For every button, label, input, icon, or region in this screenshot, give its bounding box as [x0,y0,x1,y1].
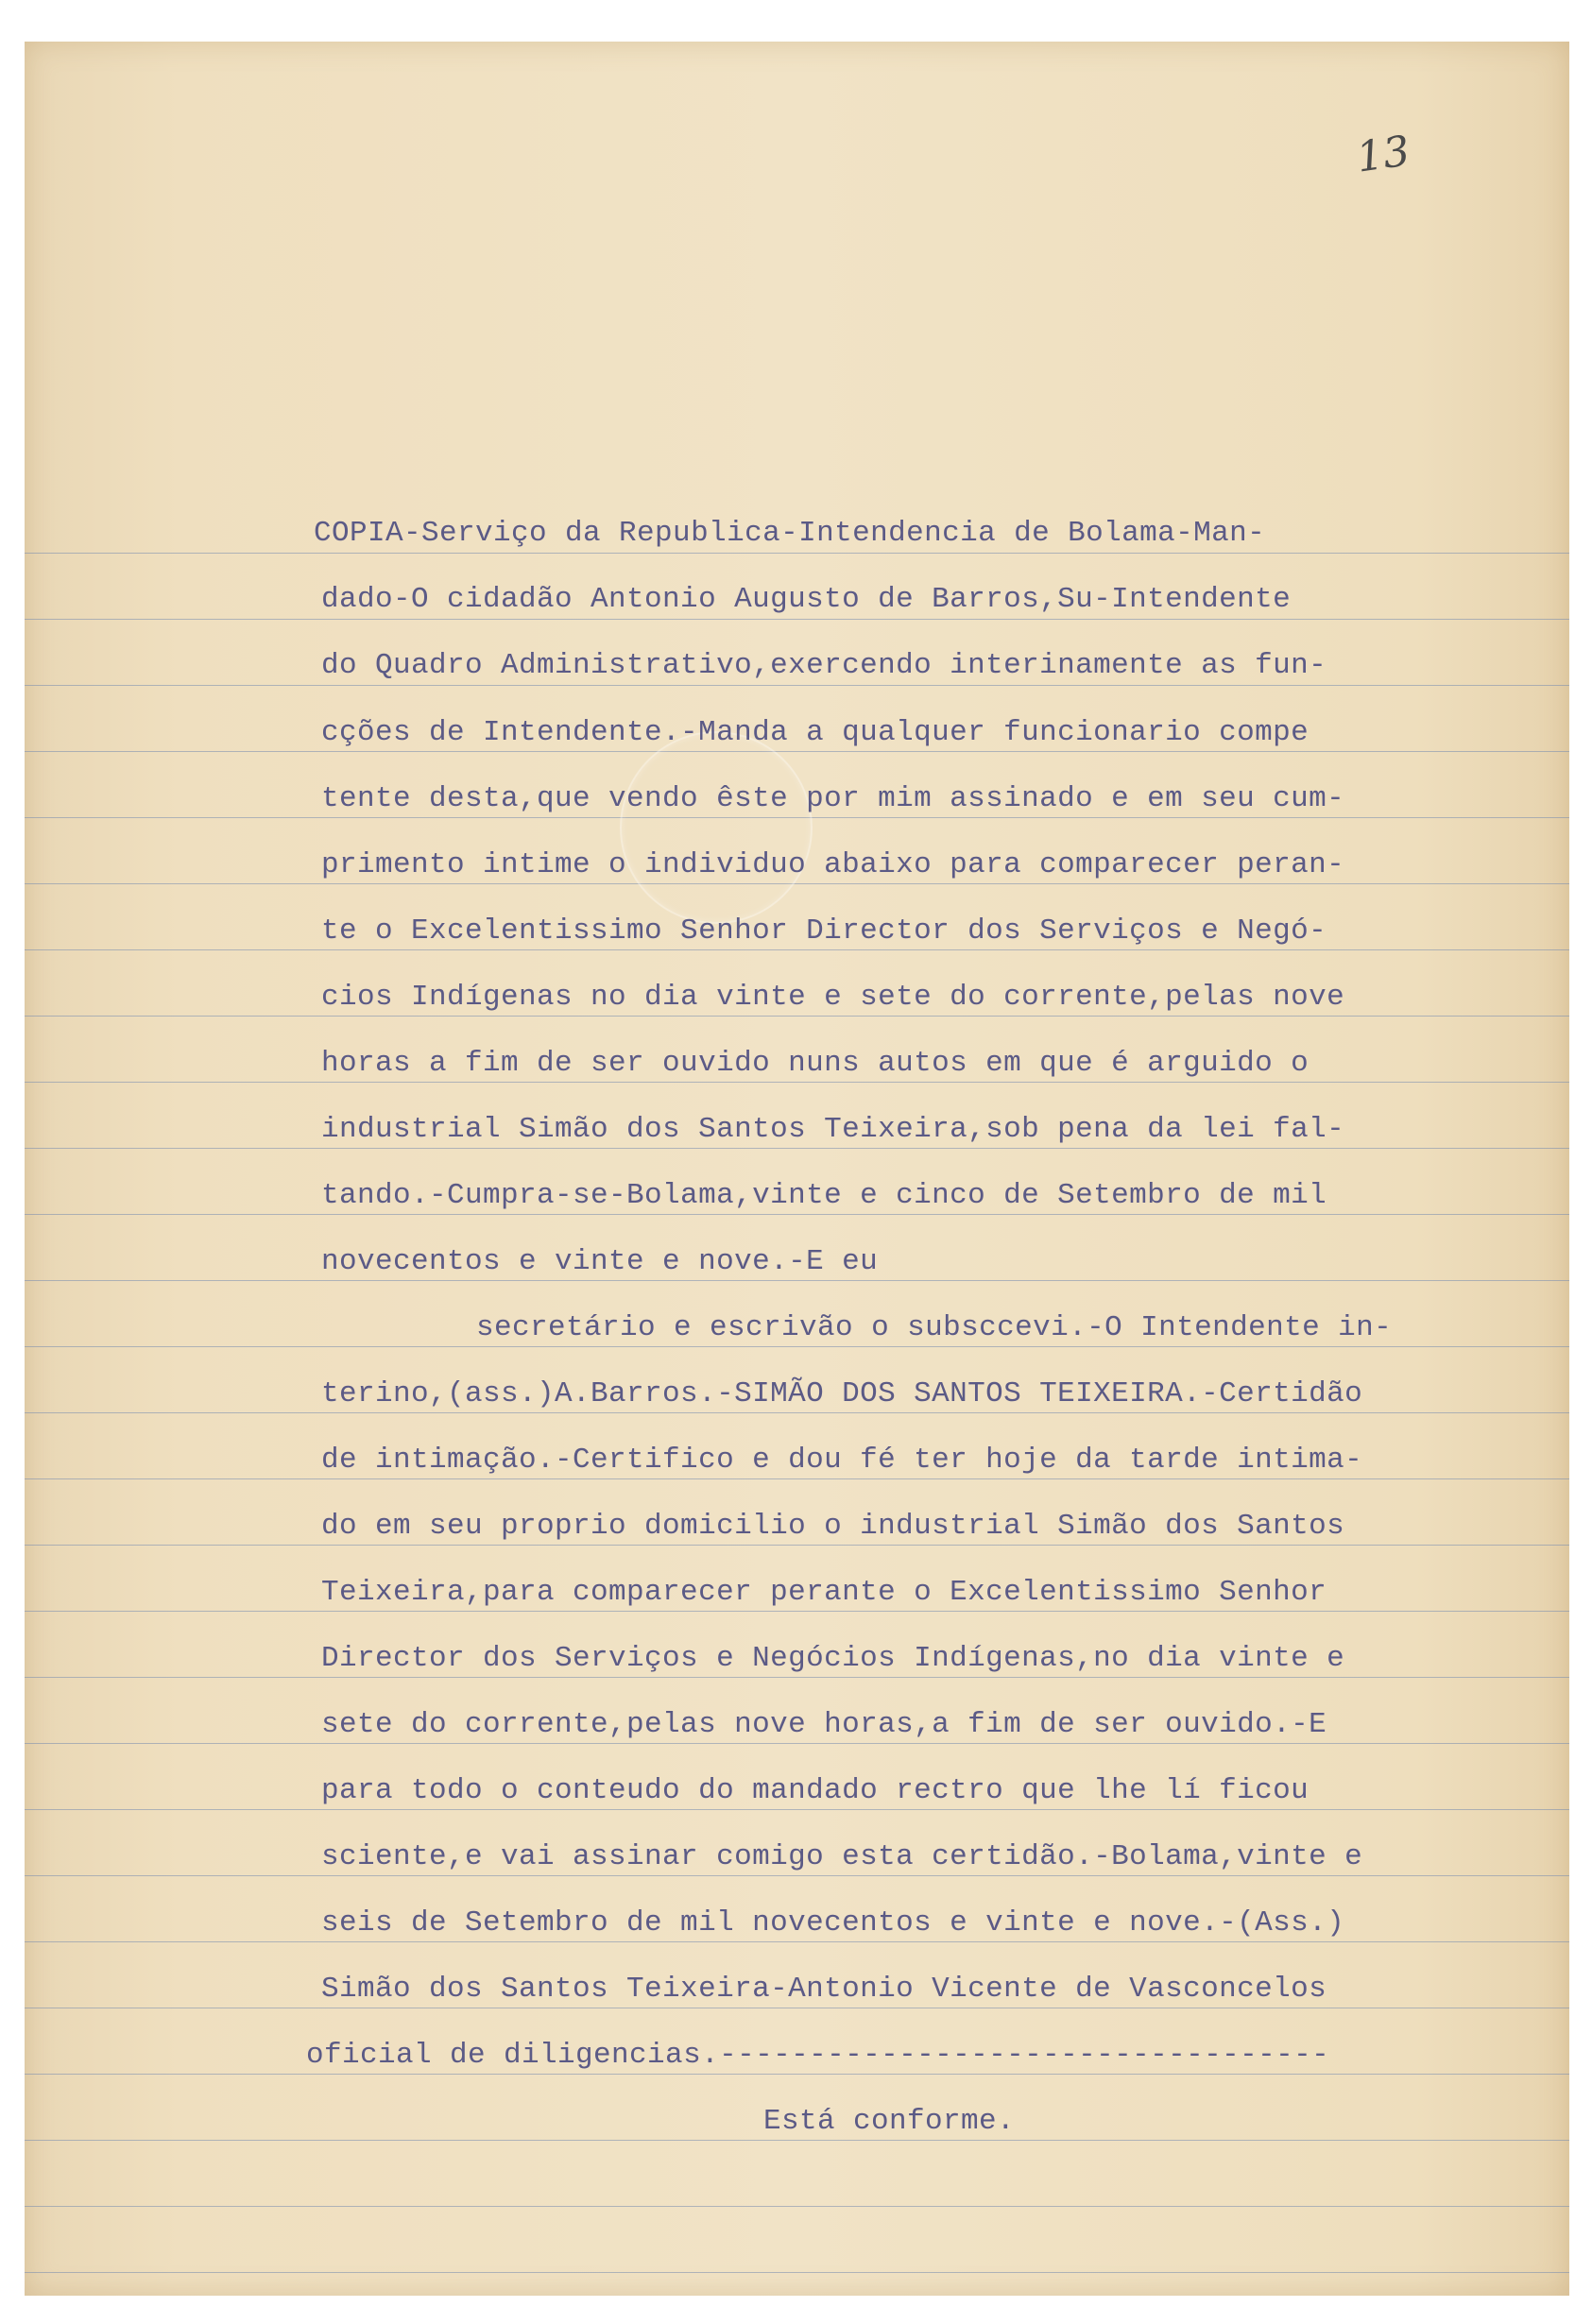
text-line-6: primento intime o individuo abaixo para comparecer peran- [321,848,1345,881]
text-line-1: COPIA-Serviço da Republica-Intendencia de Bolama-Man- [314,517,1266,550]
ruled-line [25,685,1569,686]
text-line-19: sete do corrente,pelas nove horas,a fim de ser ouvido.-E [321,1708,1327,1741]
ruled-line [25,1611,1569,1612]
ruled-line [25,2140,1569,2141]
ruled-line [25,949,1569,950]
ruled-line [25,1148,1569,1149]
ruled-line [25,1346,1569,1347]
ruled-line [25,751,1569,752]
ruled-line [25,2074,1569,2075]
ruled-line [25,1016,1569,1017]
ruled-line [25,1743,1569,1744]
ruled-line [25,1941,1569,1942]
ruled-line [25,1875,1569,1876]
text-line-14: terino,(ass.)A.Barros.-SIMÃO DOS SANTOS TEIXEIRA.-Certidão [321,1377,1363,1410]
text-line-15: de intimação.-Certifico e dou fé ter hoje da tarde intima- [321,1444,1363,1477]
ruled-line [25,553,1569,554]
text-line-7: te o Excelentissimo Senhor Director dos Serviços e Negó- [321,914,1327,948]
text-line-11: tando.-Cumpra-se-Bolama,vinte e cinco de Setembro de mil [321,1179,1327,1212]
ruled-line [25,1214,1569,1215]
ruled-line [25,1545,1569,1546]
ruled-line [25,619,1569,620]
text-line-9: horas a fim de ser ouvido nuns autos em que é arguido o [321,1047,1310,1080]
ruled-line [25,1280,1569,1281]
ruled-line [25,1677,1569,1678]
text-line-8: cios Indígenas no dia vinte e sete do corrente,pelas nove [321,981,1345,1014]
embossed-seal [620,731,813,924]
ruled-line [25,1809,1569,1810]
text-line-21: sciente,e vai assinar comigo esta certidão.-Bolama,vinte e [321,1840,1363,1873]
ruled-line [25,2272,1569,2273]
ruled-line [25,2206,1569,2207]
document-page [25,42,1569,2296]
text-line-10: industrial Simão dos Santos Teixeira,sob pena da lei fal- [321,1113,1345,1146]
text-line-18: Director dos Serviços e Negócios Indígenas,no dia vinte e [321,1642,1345,1675]
text-line-25: Está conforme. [763,2105,1016,2138]
ruled-line [25,1082,1569,1083]
folio-number: 13 [1353,127,1413,182]
ruled-line [25,1478,1569,1479]
text-line-4: cções de Intendente.-Manda a qualquer funcionario compe [321,716,1310,749]
text-line-3: do Quadro Administrativo,exercendo interinamente as fun- [321,649,1327,682]
text-line-22: seis de Setembro de mil novecentos e vinte e nove.-(Ass.) [321,1906,1345,1940]
ruled-line [25,1412,1569,1413]
ruled-line [25,883,1569,884]
text-line-13: secretário e escrivão o subsccevi.-O Intendente in- [476,1311,1393,1344]
text-line-23: Simão dos Santos Teixeira-Antonio Vicente de Vasconcelos [321,1973,1327,2006]
text-line-5: tente desta,que vendo êste por mim assinado e em seu cum- [321,782,1345,815]
text-line-20: para todo o conteudo do mandado rectro que lhe lí ficou [321,1774,1310,1807]
text-line-24: oficial de diligencias.---------------------------------- [306,2039,1330,2072]
text-line-16: do em seu proprio domicilio o industrial Simão dos Santos [321,1510,1345,1543]
text-line-12: novecentos e vinte e nove.-E eu [321,1245,879,1278]
text-line-2: dado-O cidadão Antonio Augusto de Barros,Su-Intendente [321,583,1292,616]
text-line-17: Teixeira,para comparecer perante o Excelentissimo Senhor [321,1576,1327,1609]
